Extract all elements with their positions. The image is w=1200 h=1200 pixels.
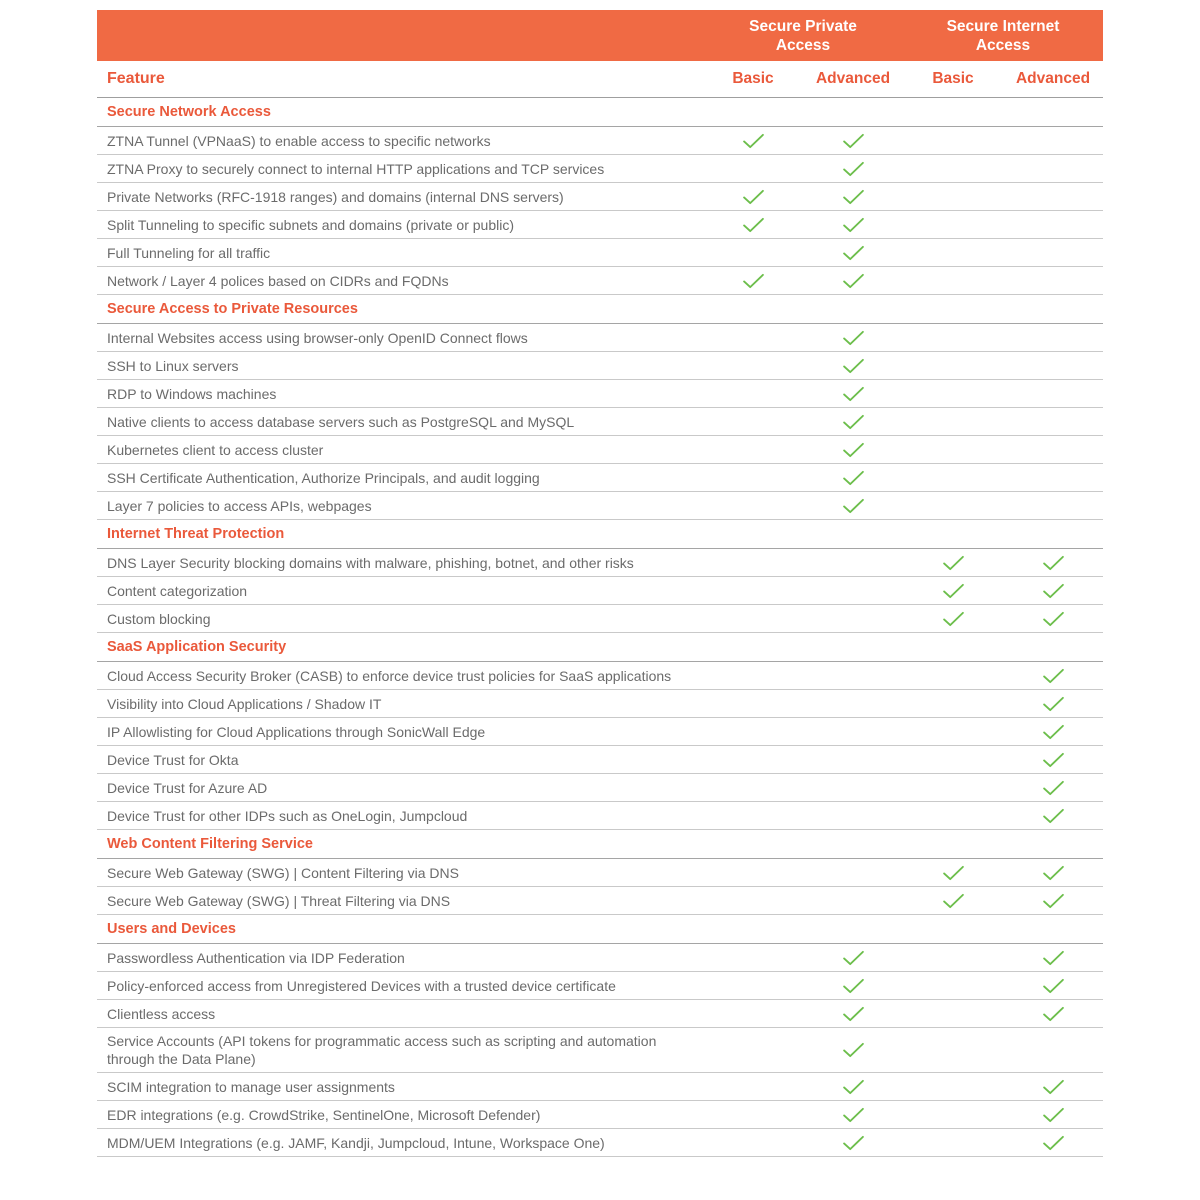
check-icon <box>1042 1135 1065 1151</box>
column-header-row <box>97 61 1103 98</box>
spa-advanced-cell <box>803 414 903 430</box>
feature-name: Kubernetes client to access cluster <box>107 441 324 458</box>
table-body <box>97 98 1103 1157</box>
sia-advanced-cell <box>1003 1079 1103 1095</box>
column-group-label: Secure Internet Access <box>946 17 1060 54</box>
check-icon <box>942 611 965 627</box>
feature-row <box>97 155 1103 183</box>
feature-name: IP Allowlisting for Cloud Applications through SonicWall Edge <box>107 723 486 740</box>
check-icon <box>1042 1079 1065 1095</box>
spa-advanced-cell <box>803 358 903 374</box>
sia-advanced-cell <box>1003 1107 1103 1123</box>
feature-name: MDM/UEM Integrations (e.g. JAMF, Kandji, Jumpcloud, Intune, Workspace One) <box>107 1134 605 1151</box>
feature-name: Internal Websites access using browser-only OpenID Connect flows <box>107 329 528 346</box>
feature-name: Device Trust for Okta <box>107 751 239 768</box>
feature-row <box>97 380 1103 408</box>
check-icon <box>842 498 865 514</box>
check-icon <box>942 583 965 599</box>
check-icon <box>842 1135 865 1151</box>
check-icon <box>942 893 965 909</box>
sia-advanced-cell <box>1003 724 1103 740</box>
feature-row <box>97 1129 1103 1157</box>
feature-name: Layer 7 policies to access APIs, webpages <box>107 497 372 514</box>
section-title: Secure Access to Private Resources <box>107 301 358 317</box>
spa-advanced-cell <box>803 1135 903 1151</box>
check-icon <box>942 865 965 881</box>
sia-advanced-cell <box>1003 668 1103 684</box>
feature-name: Split Tunneling to specific subnets and domains (private or public) <box>107 216 514 233</box>
check-icon <box>1042 611 1065 627</box>
check-icon <box>842 189 865 205</box>
feature-row <box>97 746 1103 774</box>
feature-name: Passwordless Authentication via IDP Federation <box>107 949 405 966</box>
feature-row <box>97 1073 1103 1101</box>
check-icon <box>842 330 865 346</box>
feature-row <box>97 690 1103 718</box>
feature-row <box>97 127 1103 155</box>
feature-name: ZTNA Tunnel (VPNaaS) to enable access to specific networks <box>107 132 491 149</box>
spa-advanced-cell <box>803 1107 903 1123</box>
feature-comparison-table <box>97 10 1103 1157</box>
check-icon <box>842 1042 865 1058</box>
sia-advanced-cell <box>1003 752 1103 768</box>
spa-advanced-cell <box>803 273 903 289</box>
sia-advanced-cell <box>1003 611 1103 627</box>
feature-row <box>97 492 1103 520</box>
section-title: Users and Devices <box>107 921 236 937</box>
check-icon <box>1042 583 1065 599</box>
feature-name: SSH Certificate Authentication, Authorize Principals, and audit logging <box>107 469 540 486</box>
check-icon <box>842 133 865 149</box>
feature-name: SCIM integration to manage user assignments <box>107 1078 395 1095</box>
check-icon <box>842 1079 865 1095</box>
feature-name: Custom blocking <box>107 610 211 627</box>
feature-name: Secure Web Gateway (SWG) | Content Filtering via DNS <box>107 864 459 881</box>
check-icon <box>842 358 865 374</box>
feature-row <box>97 577 1103 605</box>
feature-row <box>97 718 1103 746</box>
feature-name: Visibility into Cloud Applications / Shadow IT <box>107 695 382 712</box>
sia-advanced-cell <box>1003 696 1103 712</box>
spa-advanced-cell <box>803 950 903 966</box>
check-icon <box>842 386 865 402</box>
spa-advanced-cell <box>803 245 903 261</box>
check-icon <box>742 273 765 289</box>
feature-row <box>97 436 1103 464</box>
spa-advanced-cell <box>803 1042 903 1058</box>
feature-row <box>97 1000 1103 1028</box>
feature-row <box>97 605 1103 633</box>
feature-name: Service Accounts (API tokens for programmatic access such as scripting and automation through the Data Plane) <box>107 1033 657 1067</box>
sia-advanced-cell <box>1003 865 1103 881</box>
column-label-sia-basic: Basic <box>932 70 974 87</box>
check-icon <box>842 414 865 430</box>
feature-row <box>97 662 1103 690</box>
sia-advanced-cell <box>1003 950 1103 966</box>
feature-name: Policy-enforced access from Unregistered Devices with a trusted device certificate <box>107 977 616 994</box>
check-icon <box>742 217 765 233</box>
table-banner <box>97 10 1103 61</box>
feature-name: DNS Layer Security blocking domains with malware, phishing, botnet, and other risks <box>107 554 634 571</box>
check-icon <box>842 161 865 177</box>
feature-name: Network / Layer 4 polices based on CIDRs and FQDNs <box>107 272 449 289</box>
check-icon <box>742 189 765 205</box>
sia-advanced-cell <box>1003 1006 1103 1022</box>
check-icon <box>842 217 865 233</box>
sia-basic-cell <box>903 893 1003 909</box>
check-icon <box>1042 724 1065 740</box>
spa-advanced-cell <box>803 1079 903 1095</box>
sia-advanced-cell <box>1003 1135 1103 1151</box>
feature-name: RDP to Windows machines <box>107 385 277 402</box>
sia-advanced-cell <box>1003 583 1103 599</box>
feature-row <box>97 464 1103 492</box>
spa-advanced-cell <box>803 189 903 205</box>
spa-advanced-cell <box>803 386 903 402</box>
column-group-secure-internet-access <box>903 17 1103 55</box>
section-header-secure-access-to-private-resources <box>97 295 1103 324</box>
spa-advanced-cell <box>803 1006 903 1022</box>
column-label-spa-basic: Basic <box>732 70 774 87</box>
sia-advanced-cell <box>1003 893 1103 909</box>
feature-name: Clientless access <box>107 1005 216 1022</box>
feature-row <box>97 859 1103 887</box>
column-group-secure-private-access <box>703 17 903 55</box>
feature-row <box>97 887 1103 915</box>
feature-name: Native clients to access database servers such as PostgreSQL and MySQL <box>107 413 575 430</box>
section-header-internet-threat-protection <box>97 520 1103 549</box>
section-title: Secure Network Access <box>107 104 271 120</box>
sia-advanced-cell <box>1003 978 1103 994</box>
feature-name: Content categorization <box>107 582 248 599</box>
column-label-spa-advanced: Advanced <box>815 70 891 87</box>
spa-advanced-cell <box>803 978 903 994</box>
feature-row <box>97 324 1103 352</box>
sia-advanced-cell <box>1003 808 1103 824</box>
spa-advanced-cell <box>803 330 903 346</box>
sia-basic-cell <box>903 611 1003 627</box>
check-icon <box>842 1006 865 1022</box>
feature-name: Full Tunneling for all traffic <box>107 244 271 261</box>
spa-advanced-cell <box>803 498 903 514</box>
spa-basic-cell <box>703 217 803 233</box>
check-icon <box>742 133 765 149</box>
check-icon <box>1042 808 1065 824</box>
feature-row <box>97 1028 1103 1073</box>
spa-basic-cell <box>703 133 803 149</box>
check-icon <box>1042 1107 1065 1123</box>
spa-advanced-cell <box>803 470 903 486</box>
section-header-secure-network-access <box>97 98 1103 127</box>
check-icon <box>842 978 865 994</box>
check-icon <box>1042 668 1065 684</box>
check-icon <box>1042 1006 1065 1022</box>
sia-advanced-cell <box>1003 555 1103 571</box>
feature-row <box>97 774 1103 802</box>
feature-row <box>97 549 1103 577</box>
sia-basic-cell <box>903 865 1003 881</box>
check-icon <box>1042 865 1065 881</box>
check-icon <box>842 1107 865 1123</box>
feature-row <box>97 972 1103 1000</box>
spa-basic-cell <box>703 273 803 289</box>
check-icon <box>1042 950 1065 966</box>
column-label-sia-advanced: Advanced <box>1015 70 1091 87</box>
section-title: SaaS Application Security <box>107 639 287 655</box>
spa-advanced-cell <box>803 161 903 177</box>
check-icon <box>842 273 865 289</box>
feature-name: Cloud Access Security Broker (CASB) to enforce device trust policies for SaaS applications <box>107 667 672 684</box>
feature-name: SSH to Linux servers <box>107 357 239 374</box>
check-icon <box>842 245 865 261</box>
check-icon <box>1042 555 1065 571</box>
feature-column-label: Feature <box>107 70 165 87</box>
feature-row <box>97 211 1103 239</box>
section-title: Internet Threat Protection <box>107 526 285 542</box>
feature-row <box>97 944 1103 972</box>
feature-name: Device Trust for other IDPs such as OneLogin, Jumpcloud <box>107 807 468 824</box>
section-header-saas-application-security <box>97 633 1103 662</box>
feature-row <box>97 239 1103 267</box>
feature-row <box>97 802 1103 830</box>
section-header-web-content-filtering-service <box>97 830 1103 859</box>
check-icon <box>842 442 865 458</box>
feature-name: Device Trust for Azure AD <box>107 779 268 796</box>
column-group-label: Secure Private Access <box>749 17 857 54</box>
spa-advanced-cell <box>803 133 903 149</box>
check-icon <box>1042 978 1065 994</box>
feature-name: Private Networks (RFC-1918 ranges) and domains (internal DNS servers) <box>107 188 564 205</box>
check-icon <box>1042 780 1065 796</box>
sia-basic-cell <box>903 555 1003 571</box>
feature-row <box>97 408 1103 436</box>
sia-basic-cell <box>903 583 1003 599</box>
sia-advanced-cell <box>1003 780 1103 796</box>
feature-name: ZTNA Proxy to securely connect to internal HTTP applications and TCP services <box>107 160 605 177</box>
check-icon <box>1042 893 1065 909</box>
feature-row <box>97 183 1103 211</box>
check-icon <box>842 470 865 486</box>
check-icon <box>1042 696 1065 712</box>
feature-row <box>97 352 1103 380</box>
section-title: Web Content Filtering Service <box>107 836 313 852</box>
spa-advanced-cell <box>803 442 903 458</box>
section-header-users-and-devices <box>97 915 1103 944</box>
feature-name: EDR integrations (e.g. CrowdStrike, SentinelOne, Microsoft Defender) <box>107 1106 541 1123</box>
check-icon <box>842 950 865 966</box>
feature-name: Secure Web Gateway (SWG) | Threat Filtering via DNS <box>107 892 451 909</box>
check-icon <box>942 555 965 571</box>
check-icon <box>1042 752 1065 768</box>
spa-basic-cell <box>703 189 803 205</box>
spa-advanced-cell <box>803 217 903 233</box>
feature-row <box>97 267 1103 295</box>
feature-row <box>97 1101 1103 1129</box>
